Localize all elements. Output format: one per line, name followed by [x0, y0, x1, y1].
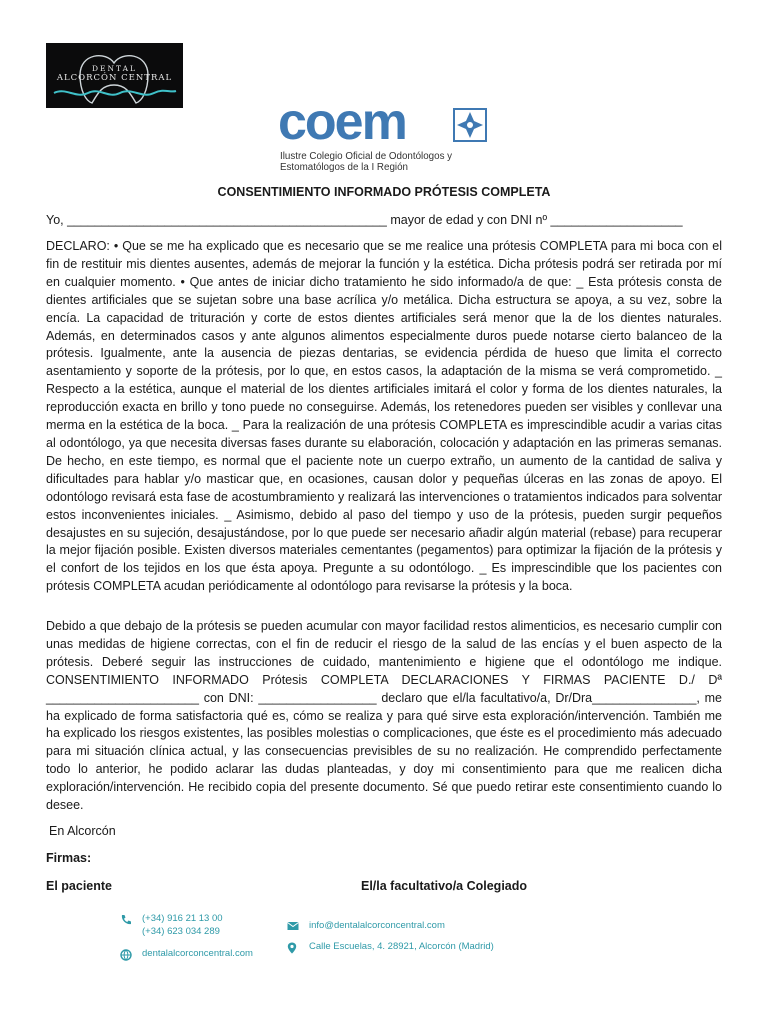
contact-email	[287, 919, 527, 935]
clinic-logo	[46, 43, 183, 108]
website-link[interactable]: dentalalcorconcentral.com	[142, 948, 253, 959]
doctor-signature-label: El/la facultativo/a Colegiado	[361, 879, 528, 893]
coem-logo-subtitle	[280, 151, 500, 173]
phone-number-2: (+34) 623 034 289	[142, 926, 220, 937]
hygiene-consent-paragraph: Debido a que debajo de la prótesis se pueden acumular con mayor facilidad restos alimenticios, es necesario cumplir con unas medidas de higiene correctas, con el fin de reducir el riesgo de la salud de las encías y el buen aspecto de la prótesis. Deberé seguir las instrucciones de cuidado, mantenimiento e higiene que el odontólogo me indique. CONSENTIMIENTO INFORMADO Prótesis COMPLETA DECLARACIONES Y FIRMAS PACIENTE D./ Dª ______________________ con DNI: _________________ declaro que el/la facultativo/a, Dr/Dra_______________, me ha explicado de forma satisfactoria qué es, cómo se realiza y para qué sirve esta exploración/intervención. También me ha explicado los riesgos existentes, las posibles molestias o complicaciones, que éste es el procedimiento más adecuado para mi situación clínica actual, y las consecuencias previsibles de su no realización. He comprendido perfectamente todo lo anterior, he podido aclarar las dudas planteadas, y doy mi consentimiento para que me realicen dicha exploración/intervención. He recibido copia del presente documento. Sé que puedo retirar este consentimiento cuando lo desee.	[46, 619, 722, 813]
phone-number-1: (+34) 916 21 13 00	[142, 913, 223, 924]
signatures-heading: Firmas:	[46, 851, 92, 865]
place-label: En Alcorcón	[49, 824, 116, 838]
coem-logo-word: coem	[278, 93, 406, 151]
email-link[interactable]: info@dentalalcorconcentral.com	[309, 920, 445, 931]
phone-icon	[120, 914, 132, 926]
globe-icon	[120, 949, 132, 961]
clinic-logo-line2: ALCORCÓN CENTRAL	[56, 73, 173, 83]
contact-address	[287, 940, 527, 956]
coem-logo	[278, 93, 498, 176]
coem-subtitle-line2: Estomatólogos de la I Región	[280, 162, 408, 173]
clinic-logo-line1: DENTAL	[91, 64, 138, 73]
location-pin-icon	[287, 942, 297, 954]
mail-icon	[287, 921, 299, 931]
address-text: Calle Escuelas, 4. 28921, Alcorcón (Madrid)	[309, 941, 494, 952]
declaration-paragraph: DECLARO: • Que se me ha explicado que es necesario que se me realice una prótesis COMPLETA para mi boca con el fin de restituir mis dientes ausentes, además de mejorar la función y la estética. Dicha prótesis podrá ser retirada por mí en cualquier momento. • Que antes de iniciar dicho tratamiento he sido informado/a de que: _ Esta prótesis consta de dientes artificiales que se sujetan sobre una base acrílica y/o metálica. Dicha estructura se apoya, a su vez, sobre la encía. La capacidad de trituración y corte de estos dientes artificiales será menor que la de los dientes naturales. Además, en determinados casos y ante algunos alimentos especialmente duros puede notarse cierto balanceo de la prótesis. Igualmente, ante la ausencia de piezas dentarias, se evidencia pérdida de hueso que limita el correcto asentamiento y soporte de la prótesis, por lo que, en estos casos, la adaptación de la misma se verá comprometido. _ Respecto a la estética, aunque el material de los dientes artificiales imitará el color y forma de los dientes naturales, la reproducción exacta en brillo y tono puede no conseguirse. Además, los retenedores pueden ser visibles y conllevar una merma en la estética de la boca. _ Para la realización de una prótesis COMPLETA es imprescindible acudir a varias citas al odontólogo, ya que necesita diversas fases durante su elaboración, colocación y adaptación en las primeras semanas. De hecho, en este tiempo, es normal que el paciente note un cuerpo extraño, un aumento de la cantidad de saliva y dificultades para hablar y/o masticar que, en ocasiones, causan dolor y pequeñas úlceras en las zonas de apoyo. El odontólogo revisará esta fase de acostumbramiento y realizará las intervenciones o tratamientos indicados para solventar estos inconvenientes iniciales. _ Asimismo, debido al paso del tiempo y uso de la prótesis, pueden surgir pequeños desajustes en su sujeción, desajustándose, por lo que puede ser necesario añadir algún material (rebase) para recuperar la mejor fijación posible. Existen diversos materiales cementantes (pegamentos) para optimizar la fijación de la prótesis y el confort de los tejidos en los que ésta apoya. Pregunte a su odontólogo. _ Es imprescindible que los pacientes con prótesis COMPLETA acudan periódicamente al odontólogo para revisarse la prótesis y la boca.	[46, 239, 722, 594]
document-title: CONSENTIMIENTO INFORMADO PRÓTESIS COMPLETA	[217, 185, 551, 199]
coem-subtitle-line1: Ilustre Colegio Oficial de Odontólogos y	[280, 151, 453, 162]
patient-signature-label: El paciente	[46, 879, 112, 893]
identity-line: Yo, ______________________________________________ mayor de edad y con DNI nº ___________________	[46, 213, 683, 227]
cross-emblem-icon	[453, 108, 487, 142]
